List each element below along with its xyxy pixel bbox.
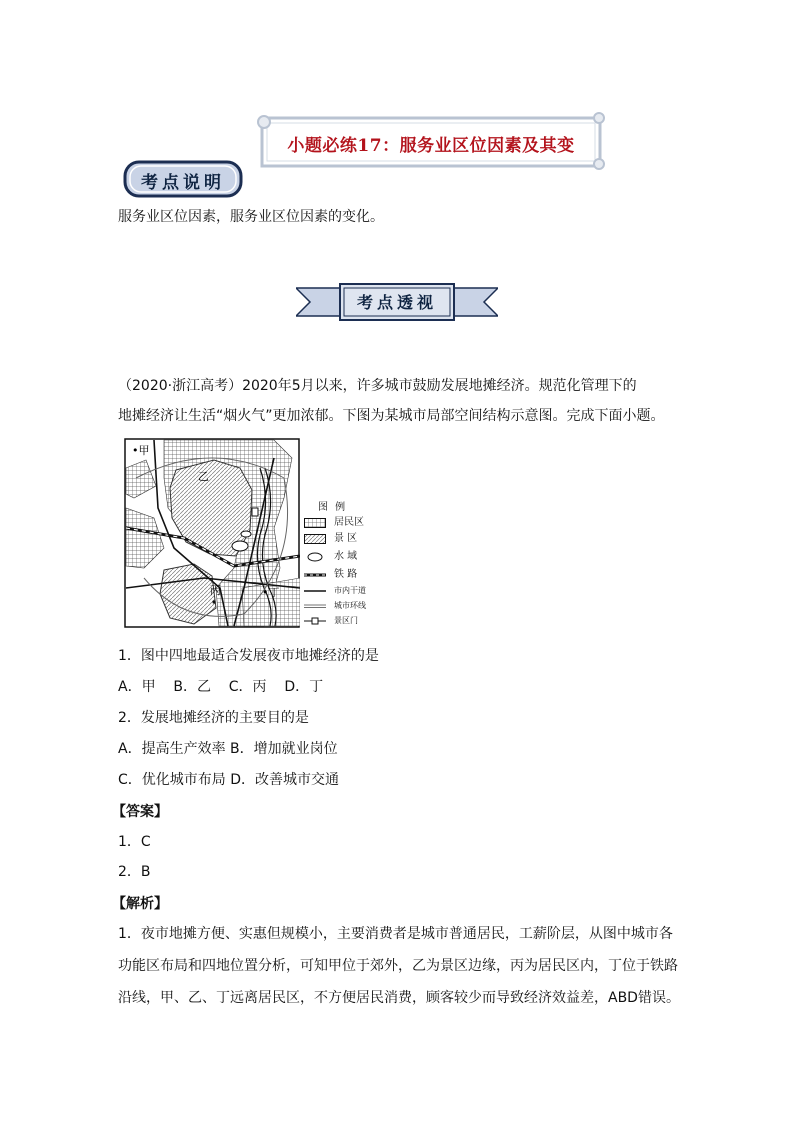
legend-item: 景 区	[304, 532, 424, 546]
question-2-stem: 2．发展地摊经济的主要目的是	[118, 710, 309, 726]
analysis-line-1: 1．夜市地摊方便、实惠但规模小，主要消费者是城市普通居民，工薪阶层，从图中城市各	[118, 926, 673, 942]
label-yi: 乙	[198, 470, 209, 483]
legend-item: 城市环线	[304, 599, 424, 613]
section-badge-perspective	[296, 282, 498, 322]
diagonal-hatch-icon	[304, 534, 326, 544]
legend-item: 居民区	[304, 516, 424, 530]
intro-line-1: （2020·浙江高考）2020年5月以来，许多城市鼓励发展地摊经济。规范化管理下的	[118, 378, 637, 394]
badge-label: 考点说明	[141, 173, 225, 193]
city-structure-map	[124, 438, 300, 628]
legend-title: 图 例	[318, 502, 348, 513]
gate-icon	[304, 616, 326, 626]
title-banner	[256, 112, 606, 170]
answer-1: 1．C	[118, 834, 151, 850]
analysis-heading: 【解析】	[112, 896, 168, 912]
label-ding: •丁	[262, 586, 280, 599]
legend-item: 铁 路	[304, 568, 424, 582]
analysis-line-2: 功能区布局和四地位置分析，可知甲位于郊外，乙为景区边缘，丙为居民区内，丁位于铁路	[118, 958, 678, 974]
legend-item: 水 域	[304, 550, 424, 564]
question-2-options-line-1: A．提高生产效率 B．增加就业岗位	[118, 741, 338, 757]
label-bing: 丙	[210, 584, 221, 597]
analysis-line-3: 沿线，甲、乙、丁远离居民区，不方便居民消费，顾客较少而导致经济效益差，ABD错误。	[118, 990, 680, 1006]
section1-text: 服务业区位因素，服务业区位因素的变化。	[118, 209, 384, 225]
intro-line-2: 地摊经济让生活“烟火气”更加浓郁。下图为某城市局部空间结构示意图。完成下面小题。	[118, 408, 665, 424]
grid-hatch-icon	[304, 518, 326, 528]
question-2-options-line-2: C．优化城市布局 D．改善城市交通	[118, 772, 340, 788]
legend-item: 市内干道	[304, 584, 424, 598]
map-legend	[304, 498, 424, 628]
water-ellipse-icon	[304, 552, 326, 562]
question-1-stem: 1．图中四地最适合发展夜市地摊经济的是	[118, 648, 379, 664]
answer-2: 2．B	[118, 864, 151, 880]
badge-label: 考点透视	[356, 293, 437, 312]
main-road-icon	[304, 586, 326, 596]
city-map-figure	[124, 438, 300, 628]
question-1-options: A．甲 B．乙 C．丙 D．丁	[118, 679, 324, 695]
ring-road-icon	[304, 601, 326, 611]
answer-heading: 【答案】	[112, 804, 168, 820]
railway-icon	[304, 570, 326, 580]
label-jia: •甲	[132, 444, 150, 457]
section-badge-explanation	[122, 159, 244, 199]
page-title: 小题必练17：服务业区位因素及其变	[287, 136, 575, 156]
legend-item: 景区门	[304, 614, 424, 628]
